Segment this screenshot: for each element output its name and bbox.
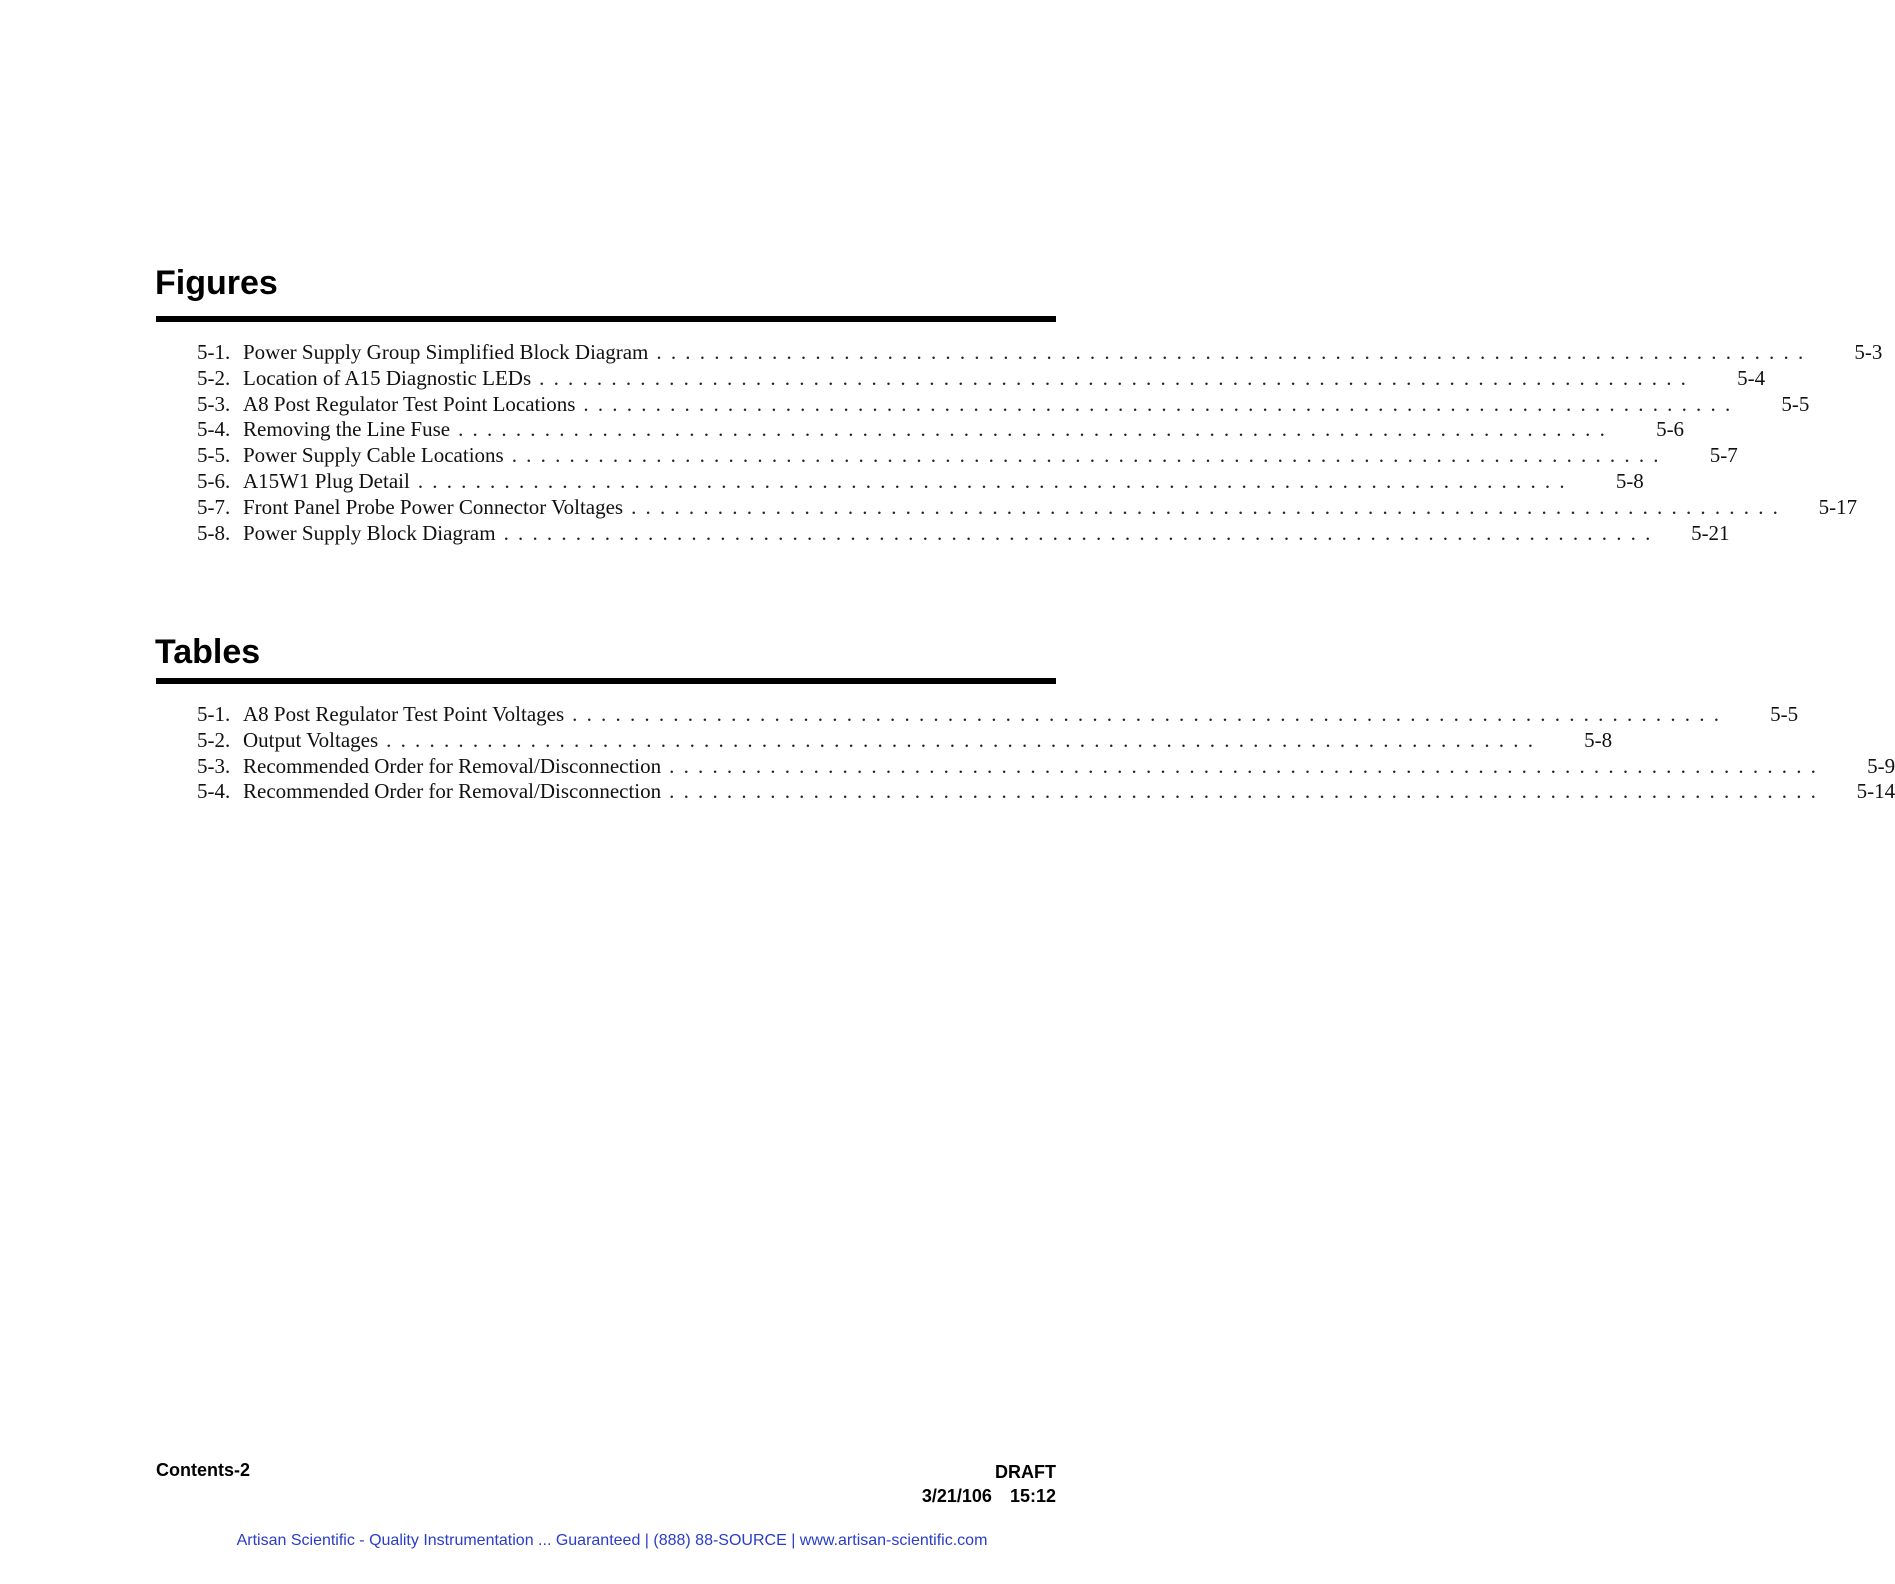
figure-entry[interactable]	[197, 391, 1810, 418]
entry-page: 5-3	[1854, 340, 1883, 364]
entry-title: Recommended Order for Removal/Disconnection	[243, 779, 662, 804]
figure-entry[interactable]	[197, 340, 1883, 366]
tables-heading: Tables	[155, 633, 261, 671]
entry-title: A8 Post Regulator Test Point Locations	[243, 391, 576, 416]
entry-title: A8 Post Regulator Test Point Voltages	[243, 702, 565, 726]
entry-page: 5-17	[1818, 494, 1858, 519]
entry-title: A15W1 Plug Detail	[243, 468, 410, 493]
table-entry[interactable]	[197, 702, 1799, 728]
entry-title: Power Supply Group Simplified Block Diagram	[243, 340, 649, 364]
entry-page: 5-4	[1737, 365, 1766, 390]
entry-page: 5-6	[1656, 417, 1685, 442]
entry-number: 5-2.	[197, 727, 231, 752]
footer-status-block	[922, 1460, 1056, 1508]
entry-title: Front Panel Probe Power Connector Voltages	[243, 494, 624, 519]
entry-number: 5-6.	[197, 468, 231, 493]
entry-number: 5-4.	[197, 779, 231, 804]
dot-leader: ................................................................................	[656, 340, 1813, 364]
table-entry[interactable]	[197, 779, 1895, 805]
entry-number: 5-5.	[197, 443, 231, 468]
dot-leader: ................................................................................	[583, 391, 1740, 416]
dot-leader: ................................................................................	[511, 443, 1668, 468]
entry-title: Recommended Order for Removal/Disconnection	[243, 753, 662, 778]
entry-page: 5-21	[1691, 520, 1730, 545]
figures-heading: Figures	[155, 264, 278, 302]
dot-leader: ................................................................................	[458, 417, 1615, 442]
footer-date: 3/21/106	[921, 1486, 992, 1506]
tables-list	[197, 702, 1895, 805]
footer-draft-label: DRAFT	[995, 1462, 1056, 1482]
entry-page: 5-8	[1615, 468, 1644, 493]
entry-number: 5-3.	[197, 753, 231, 778]
figure-entry[interactable]	[197, 443, 1738, 469]
footer-time: 15:12	[1009, 1486, 1056, 1506]
figure-entry[interactable]	[197, 365, 1766, 392]
figures-rule	[156, 316, 1056, 322]
figure-entry[interactable]	[197, 417, 1685, 443]
entry-number: 5-1.	[197, 702, 231, 726]
entry-title: Removing the Line Fuse	[243, 417, 451, 442]
dot-leader: ................................................................................	[572, 702, 1729, 726]
dot-leader: ................................................................................	[539, 365, 1696, 390]
entry-number: 5-1.	[197, 340, 231, 364]
dot-leader: ................................................................................	[631, 494, 1788, 519]
entry-page: 5-7	[1709, 443, 1738, 468]
figure-entry[interactable]	[197, 468, 1644, 495]
entry-title: Power Supply Cable Locations	[243, 443, 504, 468]
footer-banner: Artisan Scientific - Quality Instrumentation ... Guaranteed | (888) 88-SOURCE | www.artisan-scientific.com	[236, 1532, 988, 1549]
figure-entry[interactable]	[197, 494, 1858, 521]
entry-page: 5-14	[1856, 779, 1895, 804]
entry-number: 5-3.	[197, 391, 231, 416]
dot-leader: ................................................................................	[669, 753, 1826, 778]
entry-page: 5-5	[1781, 391, 1810, 416]
dot-leader: ................................................................................	[503, 520, 1660, 545]
entry-title: Power Supply Block Diagram	[243, 520, 496, 545]
figure-entry[interactable]	[197, 520, 1730, 547]
entry-number: 5-4.	[197, 417, 231, 442]
dot-leader: ................................................................................	[417, 468, 1574, 493]
figures-list	[197, 340, 1883, 546]
dot-leader: ................................................................................	[386, 727, 1543, 752]
footer-timestamp	[922, 1484, 1056, 1508]
table-entry[interactable]	[197, 753, 1895, 780]
table-entry[interactable]	[197, 727, 1613, 754]
tables-rule	[156, 678, 1056, 684]
entry-title: Output Voltages	[243, 727, 379, 752]
entry-number: 5-2.	[197, 365, 231, 390]
entry-page: 5-9	[1867, 753, 1895, 778]
entry-page: 5-8	[1584, 727, 1613, 752]
entry-number: 5-7.	[197, 494, 231, 519]
entry-page: 5-5	[1770, 702, 1799, 726]
dot-leader: ................................................................................	[669, 779, 1826, 804]
footer-page-label: Contents-2	[156, 1460, 250, 1480]
entry-title: Location of A15 Diagnostic LEDs	[243, 365, 532, 390]
entry-number: 5-8.	[197, 520, 231, 545]
